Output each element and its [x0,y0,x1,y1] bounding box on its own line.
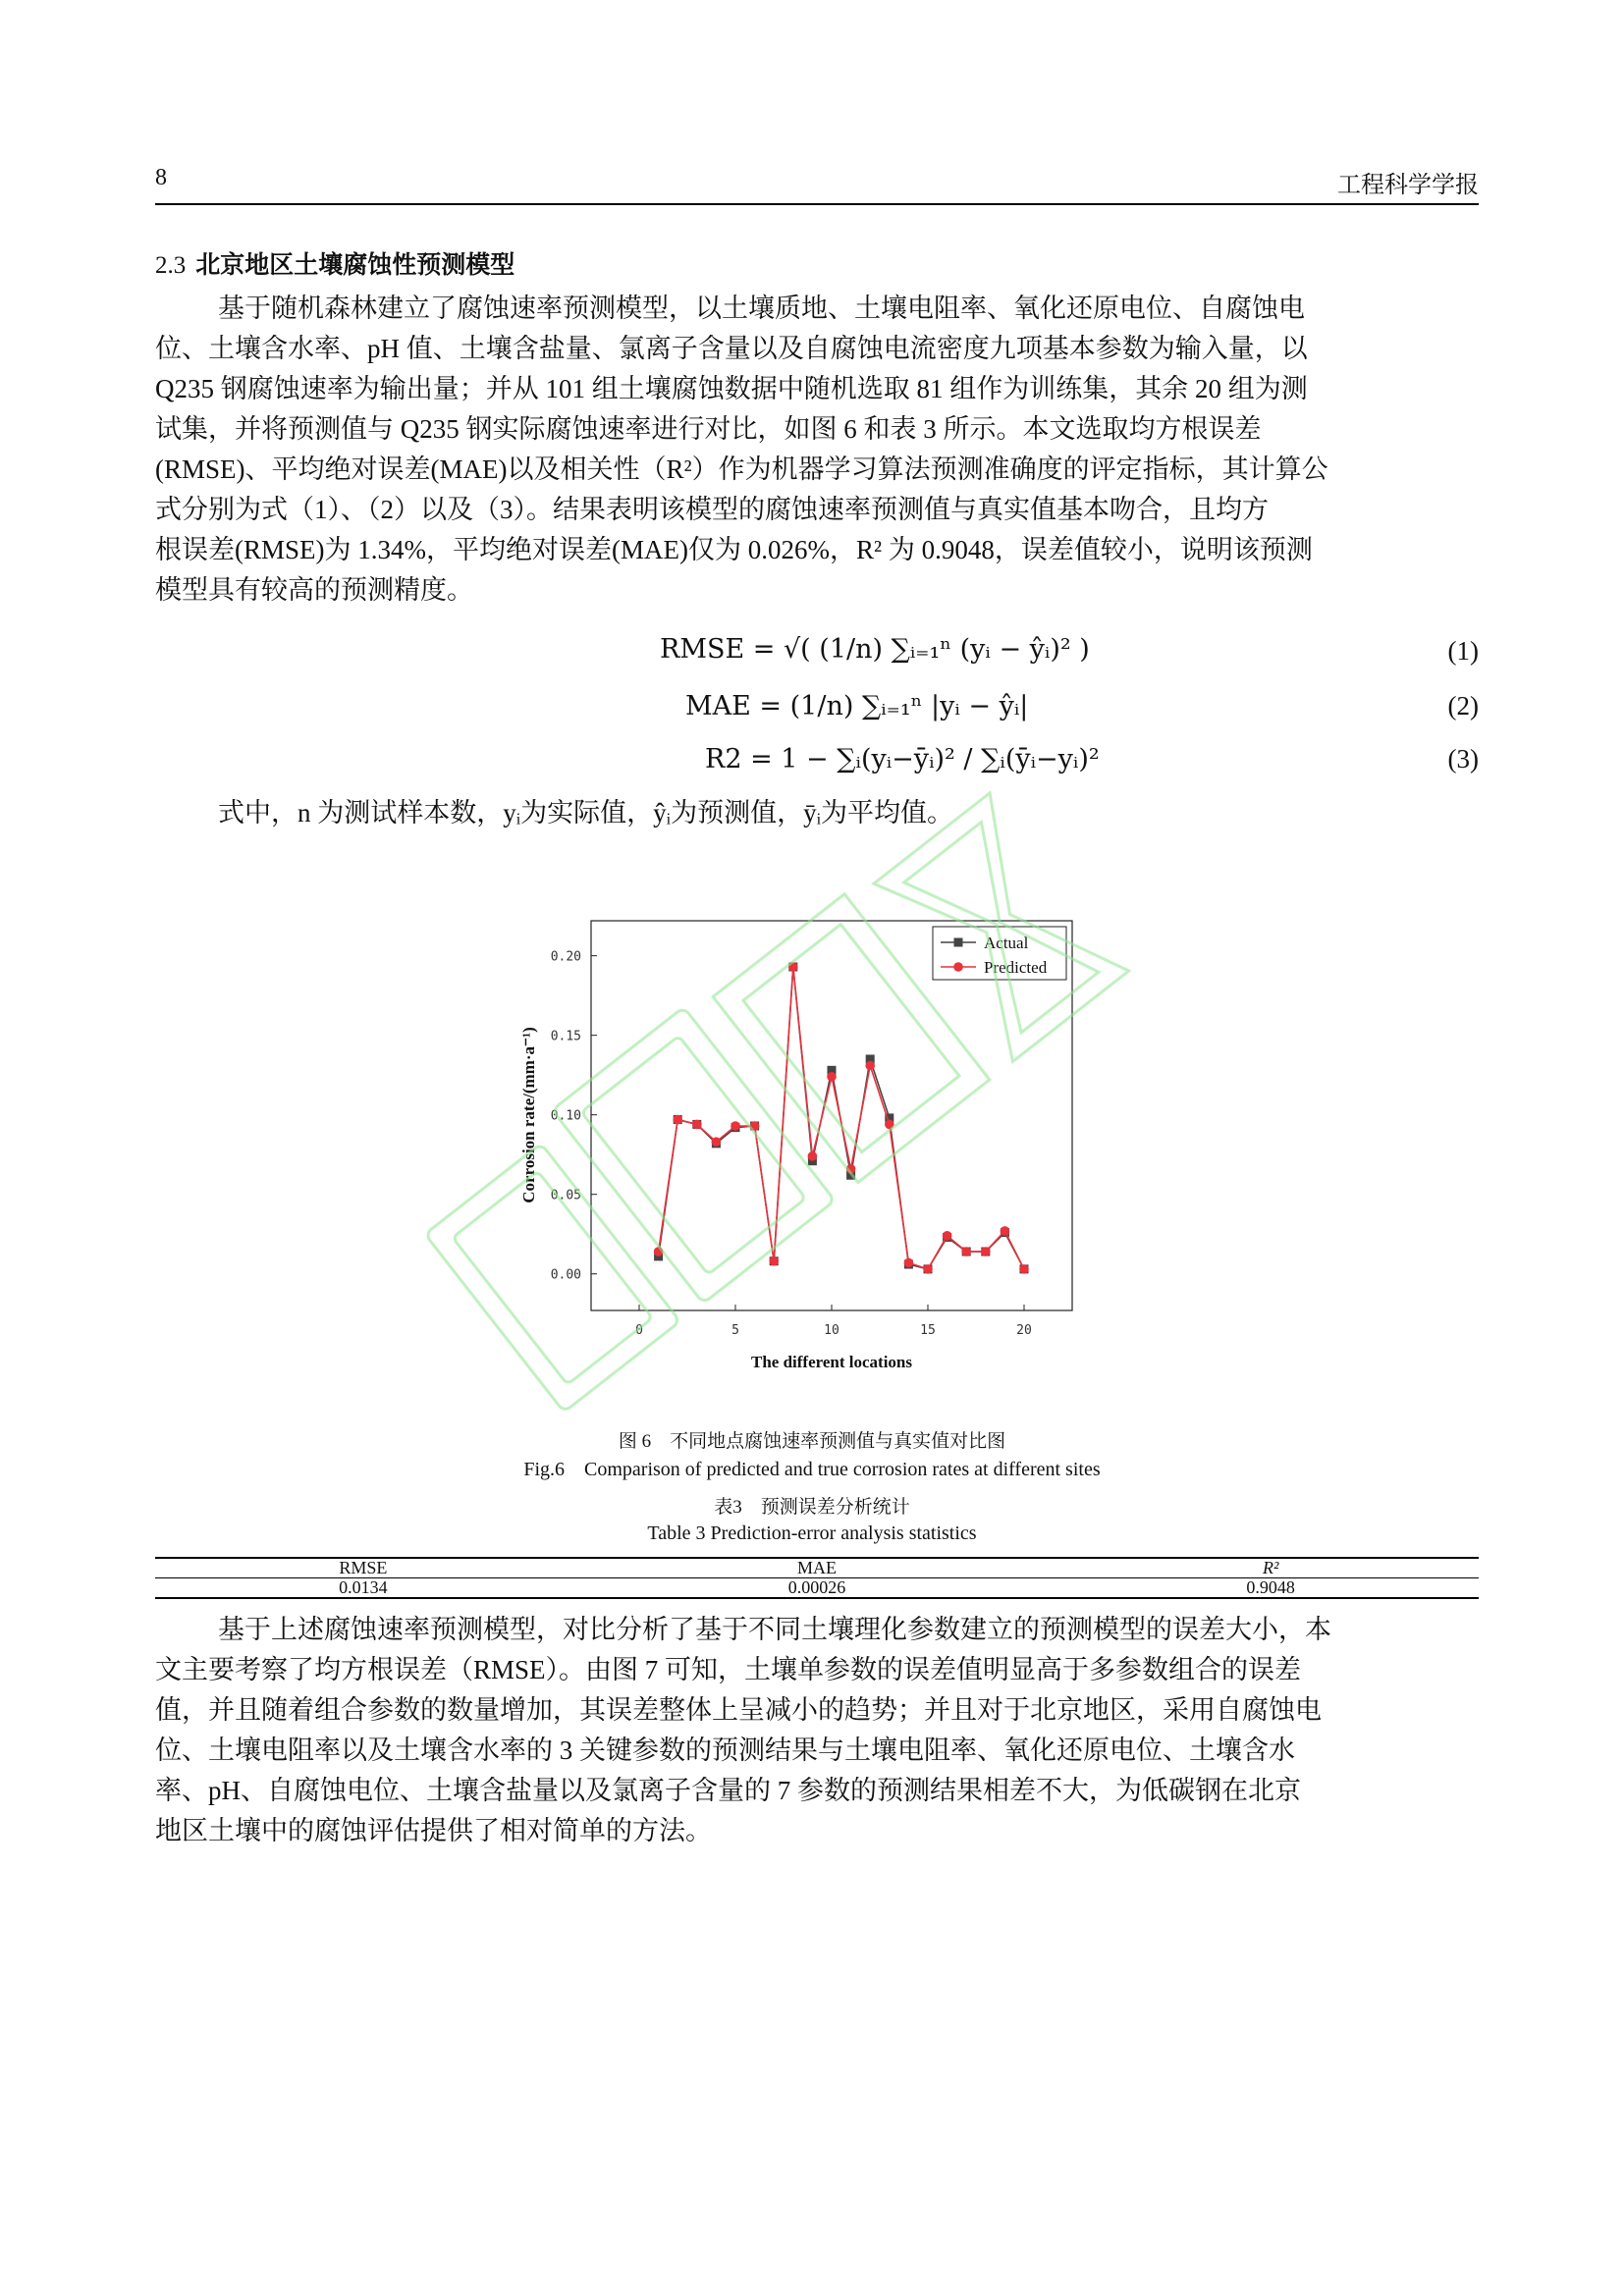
corrosion-rate-chart [511,911,1100,1392]
series-line-predicted [659,967,1024,1269]
journal-name: 工程科学学报 [1337,173,1479,198]
paragraph-line: (RMSE)、平均绝对误差(MAE)以及相关性（R²）作为机器学习算法预测准确度的评定指标，其计算公 [155,454,1328,484]
section-number: 2.3 [155,252,187,279]
paragraph-line: 位、土壤含水率、pH 值、土壤含盐量、氯离子含量以及自腐蚀电流密度九项基本参数为输入量，以 [155,334,1308,363]
table-header-row [155,1558,1479,1578]
legend-label: Actual [984,934,1029,952]
y-axis-label: Corrosion rate/(mm·a⁻¹) [519,1027,538,1203]
data-point-predicted [865,1061,875,1071]
table-title-cn: 表3 预测误差分析统计 [714,1497,910,1518]
equation-rmse: RMSE = √( (1/n) ∑ᵢ₌₁ⁿ (yᵢ − ŷᵢ)² ) [660,634,1090,665]
table-cell-rmse: 0.0134 [339,1577,388,1597]
paragraph-line: 位、土壤电阻率以及土壤含水率的 3 关键参数的预测结果与土壤电阻率、氧化还原电位、土壤含水 [155,1735,1295,1765]
table-cell-r2: 0.9048 [1246,1577,1295,1597]
data-point-predicted [654,1247,664,1256]
paragraph-line: 率、pH、自腐蚀电位、土壤含盐量以及氯离子含量的 7 参数的预测结果相差不大，为低碳钢在北京 [155,1776,1301,1805]
legend-marker [953,962,963,972]
y-tick-label: 0.10 [550,1108,581,1124]
x-tick-label: 0 [635,1323,643,1338]
y-tick-label: 0.05 [550,1188,581,1203]
section-heading [155,245,514,281]
x-axis-ticks [635,1305,1032,1338]
paragraph-1 [155,289,1479,611]
data-point-predicted [769,1256,779,1266]
y-tick-label: 0.15 [550,1029,581,1044]
data-point-predicted [923,1264,933,1274]
chart-legend [933,927,1066,980]
y-tick-label: 0.00 [550,1267,581,1283]
data-point-predicted [846,1164,856,1174]
x-tick-label: 15 [920,1323,936,1338]
equation-r2: R2 = 1 − ∑ᵢ(yᵢ−ȳᵢ)² / ∑ᵢ(ȳᵢ−yᵢ)² [705,744,1100,774]
equation-mae: MAE = (1/n) ∑ᵢ₌₁ⁿ |yᵢ − ŷᵢ| [685,691,1029,721]
equation-number-3: (3) [1447,744,1479,774]
paragraph-line: 地区土壤中的腐蚀评估提供了相对简单的方法。 [155,1816,712,1845]
x-tick-label: 20 [1016,1323,1032,1338]
figure-caption-cn: 图 6 不同地点腐蚀速率预测值与真实值对比图 [618,1431,1006,1452]
data-point-predicted [961,1247,971,1256]
equation-number-1: (1) [1447,636,1479,666]
table-cell-mae: 0.00026 [787,1577,846,1597]
legend-label: Predicted [984,958,1048,977]
x-tick-label: 10 [824,1323,839,1338]
y-axis-ticks [551,950,597,1283]
data-point-predicted [788,962,798,972]
table-header-r2: R² [1262,1558,1279,1577]
paragraph-line: 模型具有较高的预测精度。 [155,575,473,605]
equation-legend: 式中，n 为测试样本数，yᵢ为实际值，ŷᵢ为预测值，ȳᵢ为平均值。 [218,798,953,828]
table-title-en: Table 3 Prediction-error analysis statistics [647,1522,977,1544]
data-point-predicted [827,1072,837,1082]
data-point-predicted [692,1120,702,1130]
table-header-mae: MAE [796,1558,837,1577]
series-line-actual [659,967,1024,1269]
data-point-predicted [750,1121,760,1131]
table-row [155,1578,1479,1599]
data-point-predicted [1019,1264,1029,1274]
data-point-predicted [943,1231,952,1241]
paragraph-line: 根误差(RMSE)为 1.34%，平均绝对误差(MAE)仅为 0.026%，R² 为 0.9048，误差值较小，说明该预测 [155,535,1313,564]
paragraph-line: 文主要考察了均方根误差（RMSE）。由图 7 可知，土壤单参数的误差值明显高于多参数组合的误差 [155,1655,1302,1684]
y-tick-label: 0.20 [550,949,581,965]
paragraph-line: 基于随机森林建立了腐蚀速率预测模型，以土壤质地、土壤电阻率、氧化还原电位、自腐蚀电 [218,294,1305,323]
legend-marker [954,938,963,947]
data-point-predicted [712,1137,722,1147]
figure-caption-en: Fig.6 Comparison of predicted and true corrosion rates at different sites [523,1459,1101,1480]
series-layer [654,962,1029,1273]
prediction-error-table [155,1557,1479,1599]
section-title: 北京地区土壤腐蚀性预测模型 [195,252,515,279]
paragraph-line: Q235 钢腐蚀速率为输出量；并从 101 组土壤腐蚀数据中随机选取 81 组作为训练集，其余 20 组为测 [155,374,1308,403]
data-point-predicted [885,1120,894,1130]
x-axis-label: The different locations [750,1353,913,1371]
page-number: 8 [155,165,167,190]
paragraph-line: 值，并且随着组合参数的数量增加，其误差整体上呈减小的趋势；并且对于北京地区，采用自腐蚀电 [155,1695,1322,1725]
data-point-predicted [981,1247,991,1256]
data-point-predicted [673,1115,682,1125]
equation-number-2: (2) [1447,691,1479,721]
paragraph-line: 基于上述腐蚀速率预测模型，对比分析了基于不同土壤理化参数建立的预测模型的误差大小，本 [218,1615,1331,1644]
table-header-rmse: RMSE [339,1558,388,1577]
paragraph-line: 式分别为式（1）、（2）以及（3）。结果表明该模型的腐蚀速率预测值与真实值基本吻合，且均方 [155,495,1269,524]
data-point-predicted [808,1151,818,1161]
data-point-predicted [731,1121,740,1131]
data-point-predicted [904,1258,914,1268]
paragraph-2 [155,1610,1479,1851]
paragraph-line: 试集，并将预测值与 Q235 钢实际腐蚀速率进行对比，如图 6 和表 3 所示。本文选取均方根误差 [155,414,1262,444]
header-rule [155,203,1479,205]
x-tick-label: 5 [731,1323,739,1338]
data-point-predicted [1001,1226,1010,1236]
